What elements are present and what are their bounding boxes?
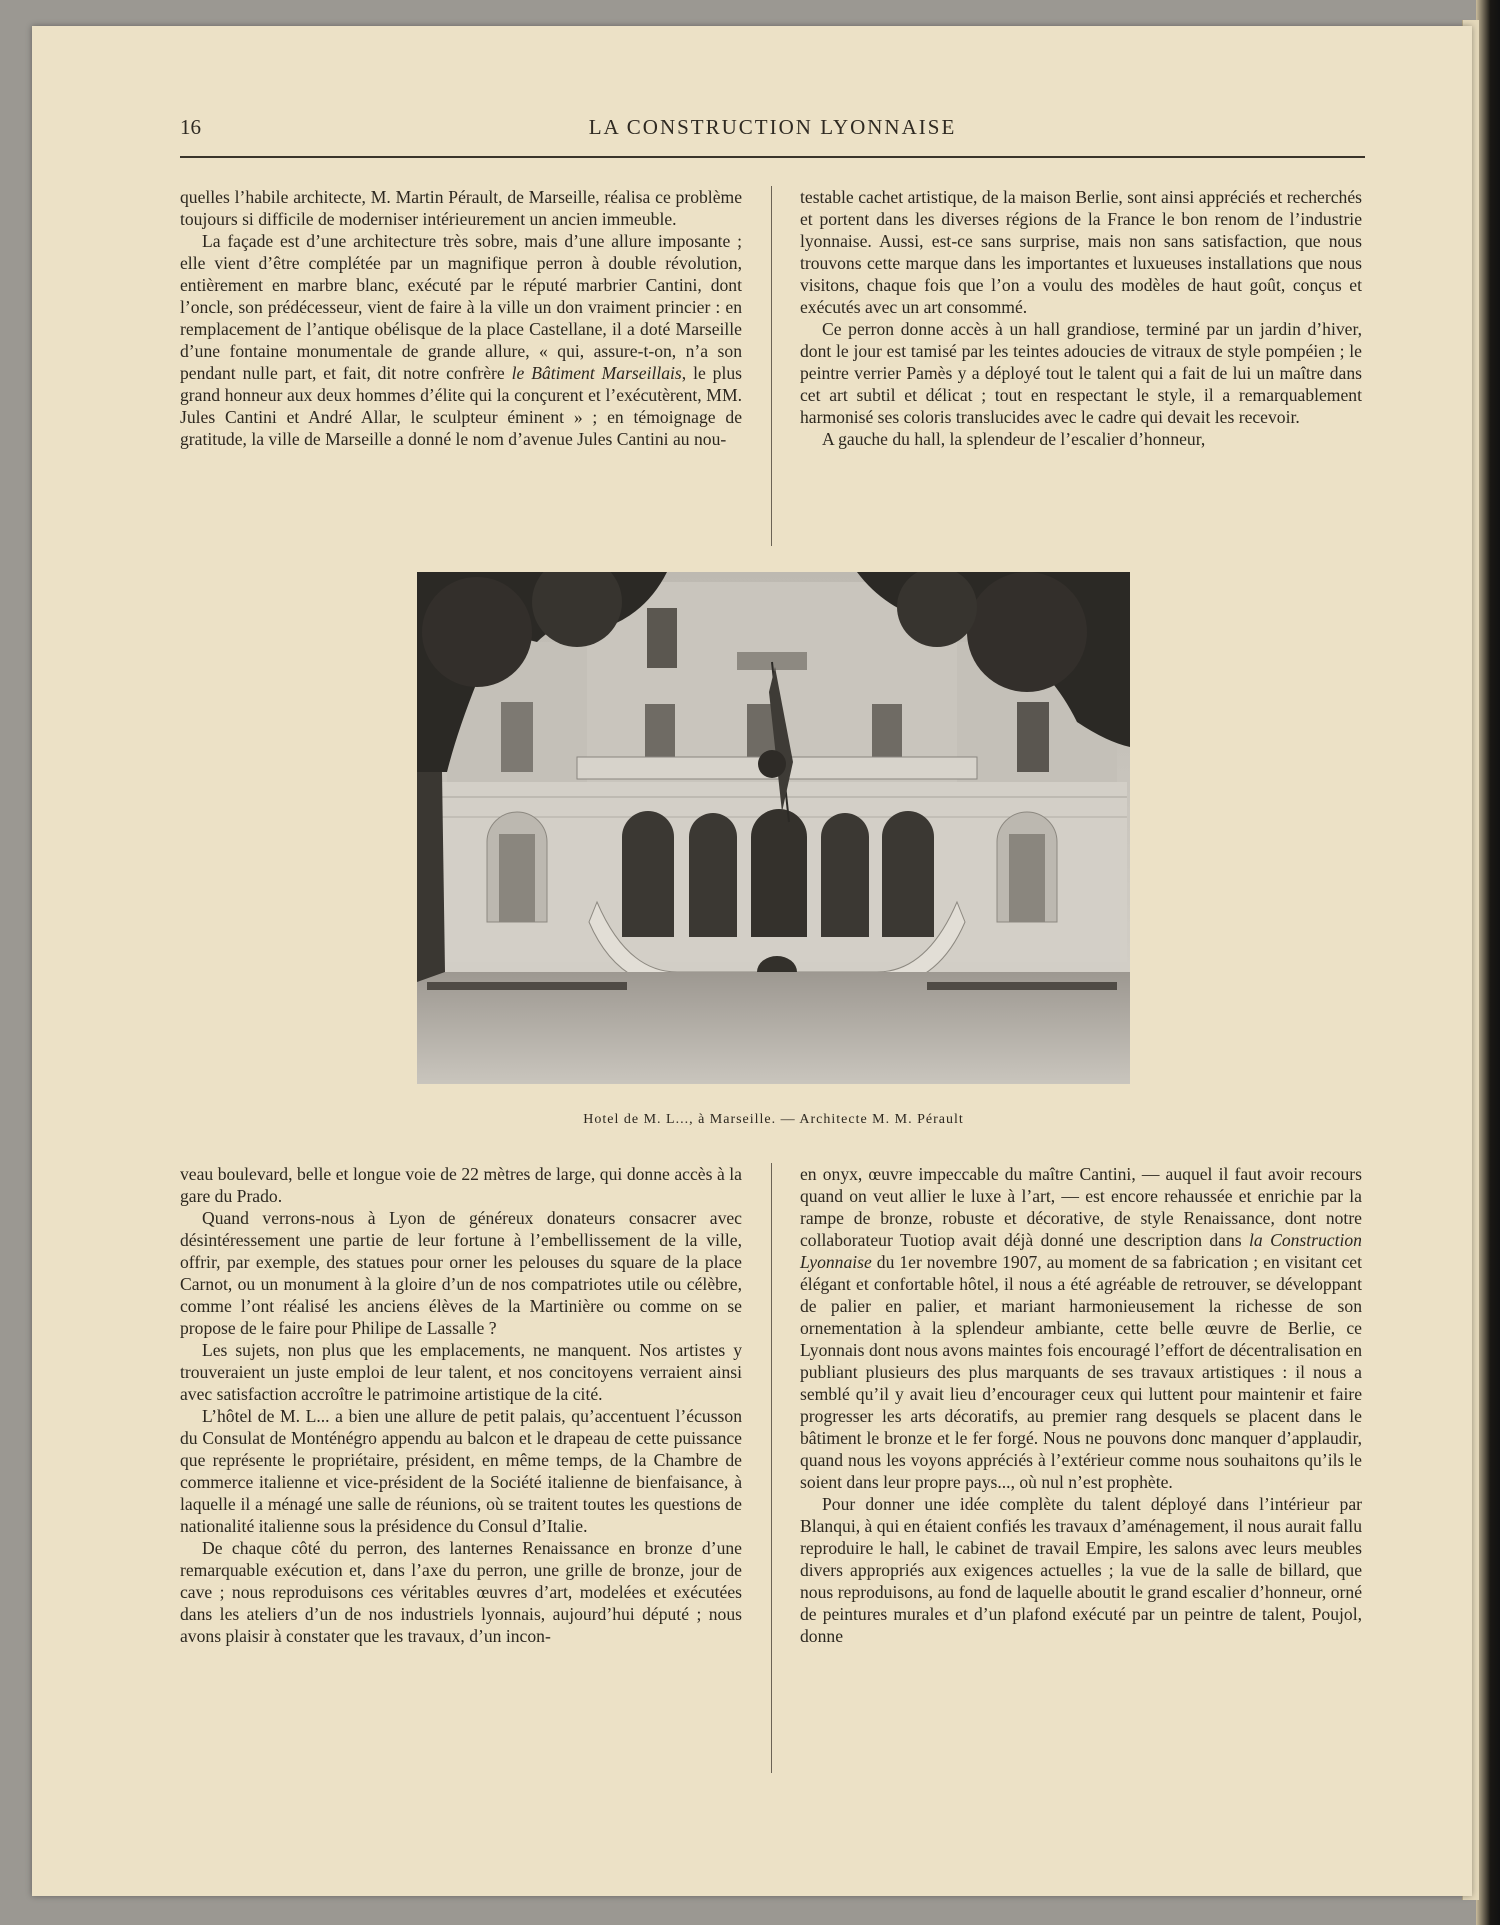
column-top-right (800, 186, 1362, 450)
paragraph (180, 230, 742, 450)
page-number: 16 (180, 115, 201, 139)
column-bottom-right (800, 1163, 1362, 1647)
paragraph: Pour donner une idée complète du talent déployé dans l’intérieur par Blanqui, à qui en étaient confiés les travaux d’aménagement, il nous aurait fallu reproduire le hall, le cabinet de travail Empire, les salons avec leurs meubles divers appropriés aux exigences actuelles ; la vue de la salle de billard, que nous reproduisons, au fond de laquelle aboutit le grand escalier d’honneur, orné de peintures murales et d’un plafond exécuté par un peintre de talent, Poujol, donne (800, 1494, 1362, 1646)
paragraph (800, 1163, 1362, 1493)
text-run: en onyx, œuvre impeccable du maître Cantini, — auquel il faut avoir recours quand on veut allier le luxe à l’art, — est encore rehaussée et enrichie par la rampe de bronze, robuste et décorative, de style Renaissance, dont notre collaborateur Tuotiop avait déjà donné une description dans (800, 1164, 1362, 1250)
text-run: La façade est d’une architecture très sobre, mais d’une allure imposante ; elle vient d’être complétée par un magnifique perron à double révolution, entièrement en marbre blanc, exécuté par le réputé marbrier Cantini, dont l’oncle, son prédécesseur, vient de faire à la ville un don vraiment princier : en remplacement de l’antique obélisque de la place Castellane, il a doté Marseille d’une fontaine monumentale de grande allure, « qui, assure-t-on, n’a son pendant nulle part, et fait, dit notre confrère (180, 231, 742, 383)
hotel-photograph (417, 572, 1130, 1084)
text-run: du 1er novembre 1907, au moment de sa fabrication ; en visitant cet élégant et confortable hôtel, il nous a été agréable de retrouver, se développant de palier en palier, et mariant harmonieusement la richesse de son ornementation à la splendeur ambiante, cette belle œuvre de Berlie, ce Lyonnais dont nous avons maintes fois encouragé l’effort de décentralisation en publiant plusieurs des plus marquants de ses travaux artistiques : il nous a semblé qu’il y avait lieu d’encourager ceux qui luttent pour maintenir et faire progresser les arts décoratifs, au premier rang desquels se placent dans le bâtiment le bronze et le fer forgé. Nous ne pouvons donc manquer d’applaudir, quand nous les voyons appréciés à l’extérieur comme nous souhaitons qu’ils le soient dans leur propre pays..., où nul n’est prophète. (800, 1252, 1362, 1492)
column-top-left (180, 186, 742, 450)
italic-title: le Bâtiment Marseillais (511, 363, 682, 383)
paragraph: Quand verrons-nous à Lyon de généreux donateurs consacrer avec désintéressement une partie de leur fortune à l’embellissement de la ville, offrir, par exemple, des statues pour orner les pelouses du square de la place Carnot, ou un monument à la gloire d’un de nos compatriotes utile ou célèbre, comme l’ont réalisé les anciens élèves de la Martinière ou comme on se propose de le faire pour Philipe de Lassalle ? (180, 1208, 742, 1338)
text-run: , le plus grand honneur aux deux hommes d’élite qui la conçurent et l’exécutèrent, MM. Jules Cantini et André Allar, le sculpteur éminent » ; en témoignage de gratitude, la ville de Marseille a donné le nom d’avenue Jules Cantini au nou- (180, 363, 742, 449)
column-divider-bottom (771, 1163, 772, 1773)
paragraph: veau boulevard, belle et longue voie de 22 mètres de large, qui donne accès à la gare du Prado. (180, 1164, 742, 1206)
paragraph: testable cachet artistique, de la maison Berlie, sont ainsi appréciés et recherchés et portent dans les diverses régions de la France le bon renom de l’industrie lyonnaise. Aussi, est-ce sans surprise, mais non sans satisfaction, que nous trouvons cette marque dans les importantes et luxueuses installations que nous visitons, chaque fois que l’on a voulu des modèles de haut goût, conçus et exécutés avec un art consommé. (800, 187, 1362, 317)
scan-background-edge (1476, 0, 1500, 1925)
paragraph: A gauche du hall, la splendeur de l’escalier d’honneur, (822, 429, 1206, 449)
paragraph: L’hôtel de M. L... a bien une allure de petit palais, qu’accentuent l’écusson du Consulat de Monténégro appendu au balcon et le drapeau de cette puissance que représente le propriétaire, président, en même temps, de la Chambre de commerce italienne et vice-président de la Société italienne de bienfaisance, à laquelle il a ménagé une salle de réunions, où se traitent toutes les questions de nationalité italienne sous la présidence du Consul d’Italie. (180, 1406, 742, 1536)
page-header (180, 115, 1365, 145)
photo-caption: Hotel de M. L..., à Marseille. — Architecte M. M. Pérault (583, 1112, 964, 1127)
running-title: LA CONSTRUCTION LYONNAISE (588, 115, 957, 139)
header-rule (180, 156, 1365, 158)
column-divider-top (771, 186, 772, 546)
italic-title: la Construction Lyonnaise (800, 1230, 1362, 1272)
paragraph: Les sujets, non plus que les emplacements, ne manquent. Nos artistes y trouveraient un juste emploi de leur talent, et nos concitoyens verraient ainsi avec satisfaction accroître le patrimoine artistique de la cité. (180, 1340, 742, 1404)
paragraph: quelles l’habile architecte, M. Martin Pérault, de Marseille, réalisa ce problème toujours si difficile de moderniser intérieurement un ancien immeuble. (180, 187, 742, 229)
paragraph: Ce perron donne accès à un hall grandiose, terminé par un jardin d’hiver, dont le jour est tamisé par les teintes adoucies de vitraux de style pompéien ; le peintre verrier Pamès y a déployé tout le talent qui a fait de lui un maître dans cet art subtil et délicat ; tout en respectant le style, il a remarquablement harmonisé ses coloris translucides avec le cadre qui devait les recevoir. (800, 319, 1362, 427)
column-bottom-left (180, 1163, 742, 1647)
paragraph: De chaque côté du perron, des lanternes Renaissance en bronze d’une remarquable exécution et, dans l’axe du perron, une grille de bronze, jour de cave ; nous reproduisons ces véritables œuvres d’art, modelées et exécutées dans les ateliers d’un de nos industriels lyonnais, aujourd’hui député ; nous avons plaisir à constater que les travaux, d’un incon- (180, 1538, 742, 1646)
